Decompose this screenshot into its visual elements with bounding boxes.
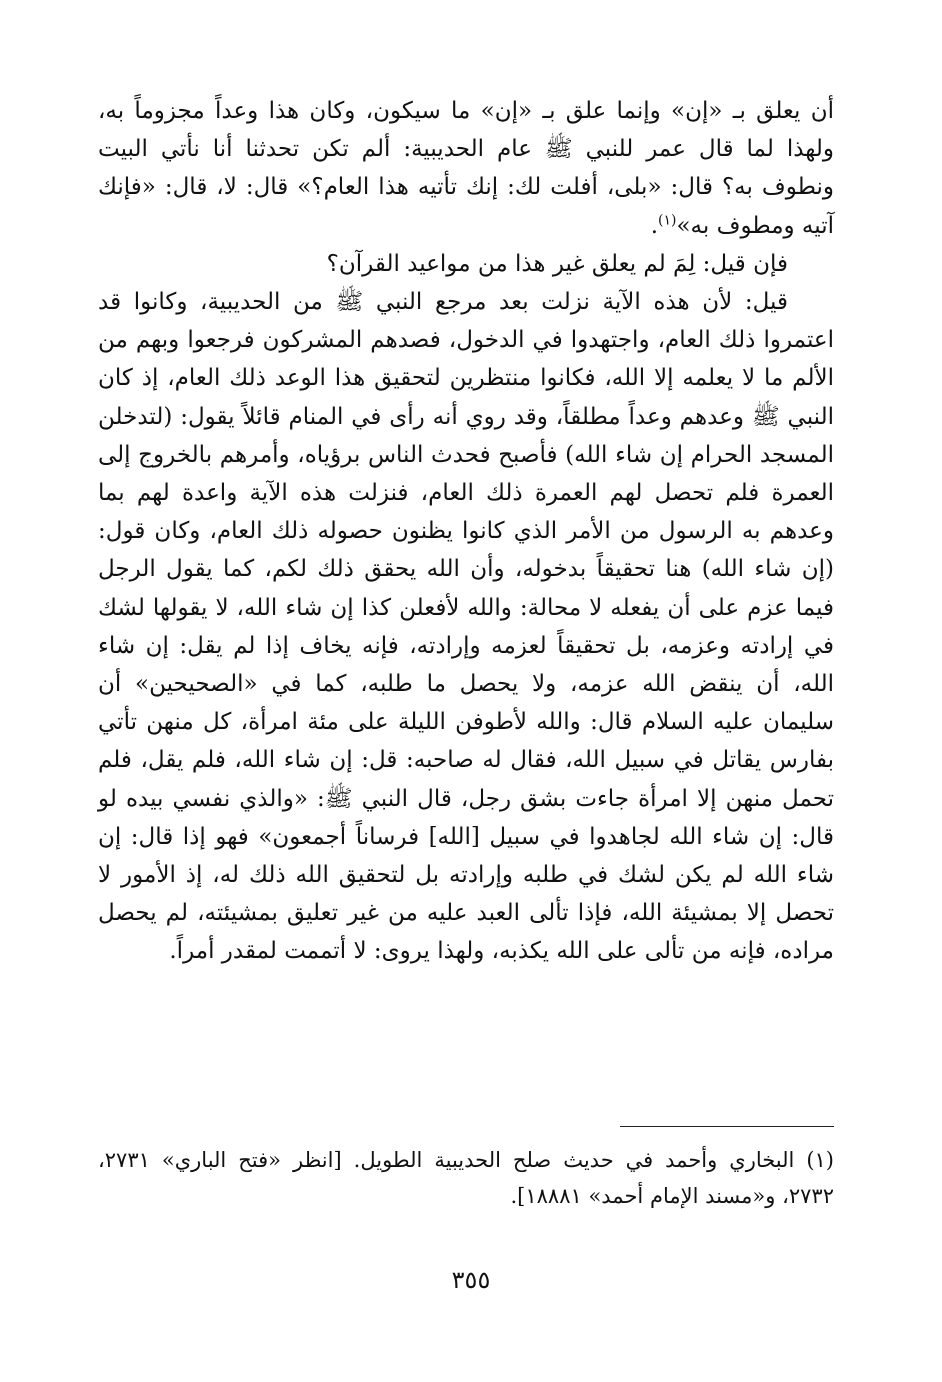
footnote-reference: (١) [658,211,677,228]
page-number: ٣٥٥ [451,1266,491,1294]
footnote: (١) البخاري وأحمد في حديث صلح الحديبية الطويل. [انظر «فتح الباري» ٢٧٣١، ٢٧٣٢، و«مسند الإمام أحمد» ١٨٨٨١]. [98,1148,834,1208]
footnote-divider [620,1126,834,1127]
main-text [98,92,834,971]
paragraph-1 [98,92,834,245]
paragraph-1-text: أن يعلق بـ «إن» وإنما علق بـ «إن» ما سيكون، وكان هذا وعداً مجزوماً به، ولهذا لما قال عمر للنبي ﷺ عام الحديبية: ألم تكن تحدثنا أنا نأتي البيت ونطوف به؟ قال: «بلى، أفلت لك: إنك تأتيه هذا العام؟» قال: لا، قال: «فإنك آتيه ومطوف به» [98,98,834,239]
paragraph-3: قيل: لأن هذه الآية نزلت بعد مرجع النبي ﷺ من الحديبية، وكانوا قد اعتمروا ذلك العام، واجتهدوا في الدخول، فصدهم المشركون فرجعوا وبهم من الألم ما لا يعلمه إلا الله، فكانوا منتظرين لتحقيق هذا الوعد ذلك العام، إذ كان النبي ﷺ وعدهم وعداً مطلقاً، وقد روي أنه رأى في المنام قائلاً يقول: (لتدخلن المسجد الحرام إن شاء الله) فأصبح فحدث الناس برؤياه، وأمرهم بالخروج إلى العمرة فلم تحصل لهم العمرة ذلك العام، فنزلت هذه الآية واعدة لهم بما وعدهم به الرسول من الأمر الذي كانوا يظنون حصوله ذلك العام، وكان قول: (إن شاء الله) هنا تحقيقاً بدخوله، وأن الله يحقق ذلك لكم، كما يقول الرجل فيما عزم على أن يفعله لا محالة: والله لأفعلن كذا إن شاء الله، لا يقولها لشك في إرادته وعزمه، بل تحقيقاً لعزمه وإرادته، فإنه يخاف إذا لم يقل: إن شاء الله، أن ينقض الله عزمه، ولا يحصل ما طلبه، كما في «الصحيحين» أن سليمان عليه السلام قال: والله لأطوفن الليلة على مئة امرأة، كل منهن تأتي بفارس يقاتل في سبيل الله، فقال له صاحبه: قل: إن شاء الله، فلم يقل، فلم تحمل منهن إلا امرأة جاءت بشق رجل، قال النبي ﷺ: «والذي نفسي بيده لو قال: إن شاء الله لجاهدوا في سبيل [الله] فرساناً أجمعون» فهو إذا قال: إن شاء الله لم يكن لشك في طلبه وإرادته بل لتحقيق الله ذلك له، إذ الأمور لا تحصل إلا بمشيئة الله، فإذا تألى العبد عليه من غير تعليق بمشيئته، لم يحصل مراده، فإنه من تألى على الله يكذبه، ولهذا يروى: لا أتممت لمقدر أمراً. [98,289,834,965]
paragraph-1-end: . [650,212,659,239]
paragraph-2: فإن قيل: لِمَ لم يعلق غير هذا من مواعيد القرآن؟ [326,250,788,277]
